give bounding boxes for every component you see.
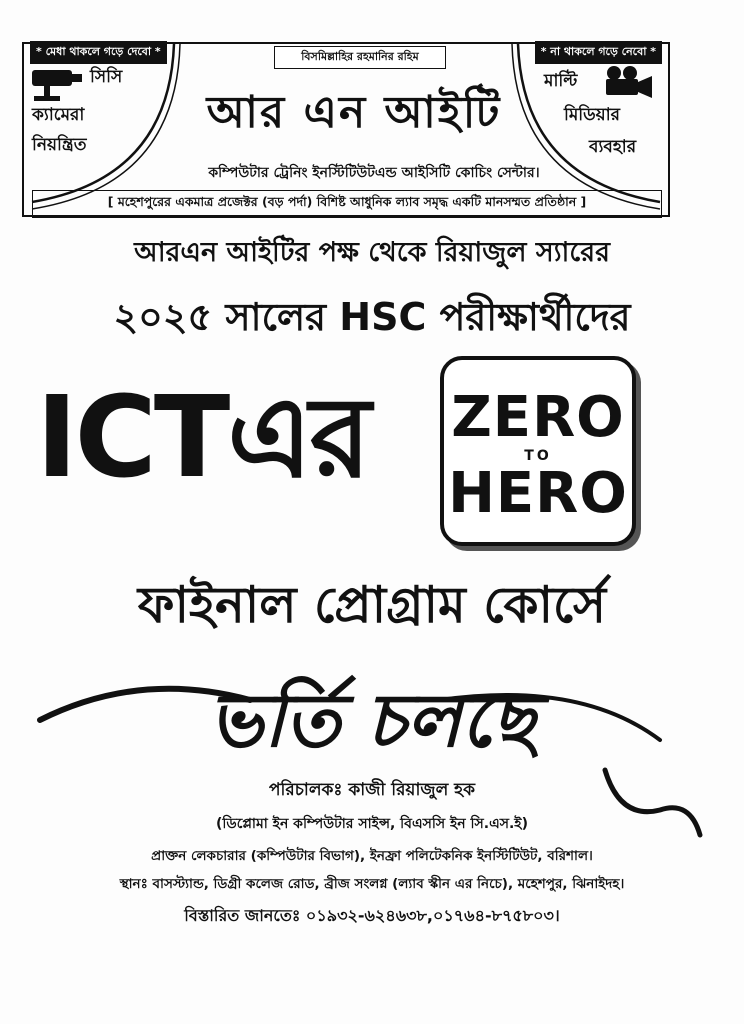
org-tagline: [ মহেশপুরের একমাত্র প্রজেক্টর (বড় পর্দা) বিশিষ্ট আধুনিক ল্যাব সমৃদ্ধ একটি মানসম্মত প্রতিষ্ঠান ] xyxy=(32,190,662,218)
badge-zero: ZERO xyxy=(451,385,625,450)
badge-hero: HERO xyxy=(448,461,628,526)
director-name: পরিচালকঃ কাজী রিয়াজুল হক xyxy=(269,780,475,800)
cctv-label-1: সিসি xyxy=(90,67,123,87)
badge-to: TO xyxy=(524,448,552,464)
address: স্থানঃ বাসস্ট্যান্ড, ডিগ্রী কলেজ রোড, ব্রীজ সংলগ্ন (ল্যাব স্কীন এর নিচে), মহেশপুর, ঝিনাইদহ। xyxy=(119,876,625,892)
ict-title: ICTএর xyxy=(36,373,369,503)
headline-line-2: ২০২৫ সালের HSC পরীক্ষার্থীদের xyxy=(113,295,631,339)
director-degree: (ডিপ্লোমা ইন কম্পিউটার সাইন্স, বিএসসি ইন সি.এস.ই) xyxy=(216,816,528,832)
movie-camera-icon xyxy=(602,64,654,98)
cctv-label-3: নিয়ন্ত্রিত xyxy=(32,135,87,155)
admission-calligraphy: ভর্তি চলছে xyxy=(208,678,536,764)
bismillah-label: বিসমিল্লাহির রহমানির রহিম xyxy=(274,46,446,69)
zero-to-hero-badge xyxy=(440,356,636,546)
motto-right: * না থাকলে গড়ে নেবো * xyxy=(535,41,662,64)
org-name: আর এন আইটি xyxy=(206,87,502,138)
headline-line-1: আরএন আইটির পক্ষ থেকে রিয়াজুল স্যারের xyxy=(134,237,610,268)
org-subtitle: কম্পিউটার ট্রেনিং ইনস্টিটিউটএন্ড আইসিটি কোচিং সেন্টার। xyxy=(208,165,540,181)
multimedia-label-2: মিডিয়ার xyxy=(564,105,620,125)
header-banner xyxy=(22,42,670,217)
motto-left: * মেধা থাকলে গড়ে দেবো * xyxy=(30,41,167,64)
cctv-camera-icon xyxy=(30,68,86,104)
multimedia-label-3: ব্যবহার xyxy=(589,137,637,157)
contact-numbers: বিস্তারিত জানতেঃ ০১৯৩২-৬২৪৬৩৮,০১৭৬৪-৮৭৫৮০৩। xyxy=(184,906,560,925)
cctv-label-2: ক্যামেরা xyxy=(32,105,85,125)
course-title: ফাইনাল প্রোগ্রাম কোর্সে xyxy=(137,576,607,634)
multimedia-label-1: মাল্টি xyxy=(544,71,578,91)
former-position: প্রাক্তন লেকচারার (কম্পিউটার বিভাগ), ইনফ্রা পলিটেকনিক ইনস্টিটিউট, বরিশাল। xyxy=(151,848,593,864)
